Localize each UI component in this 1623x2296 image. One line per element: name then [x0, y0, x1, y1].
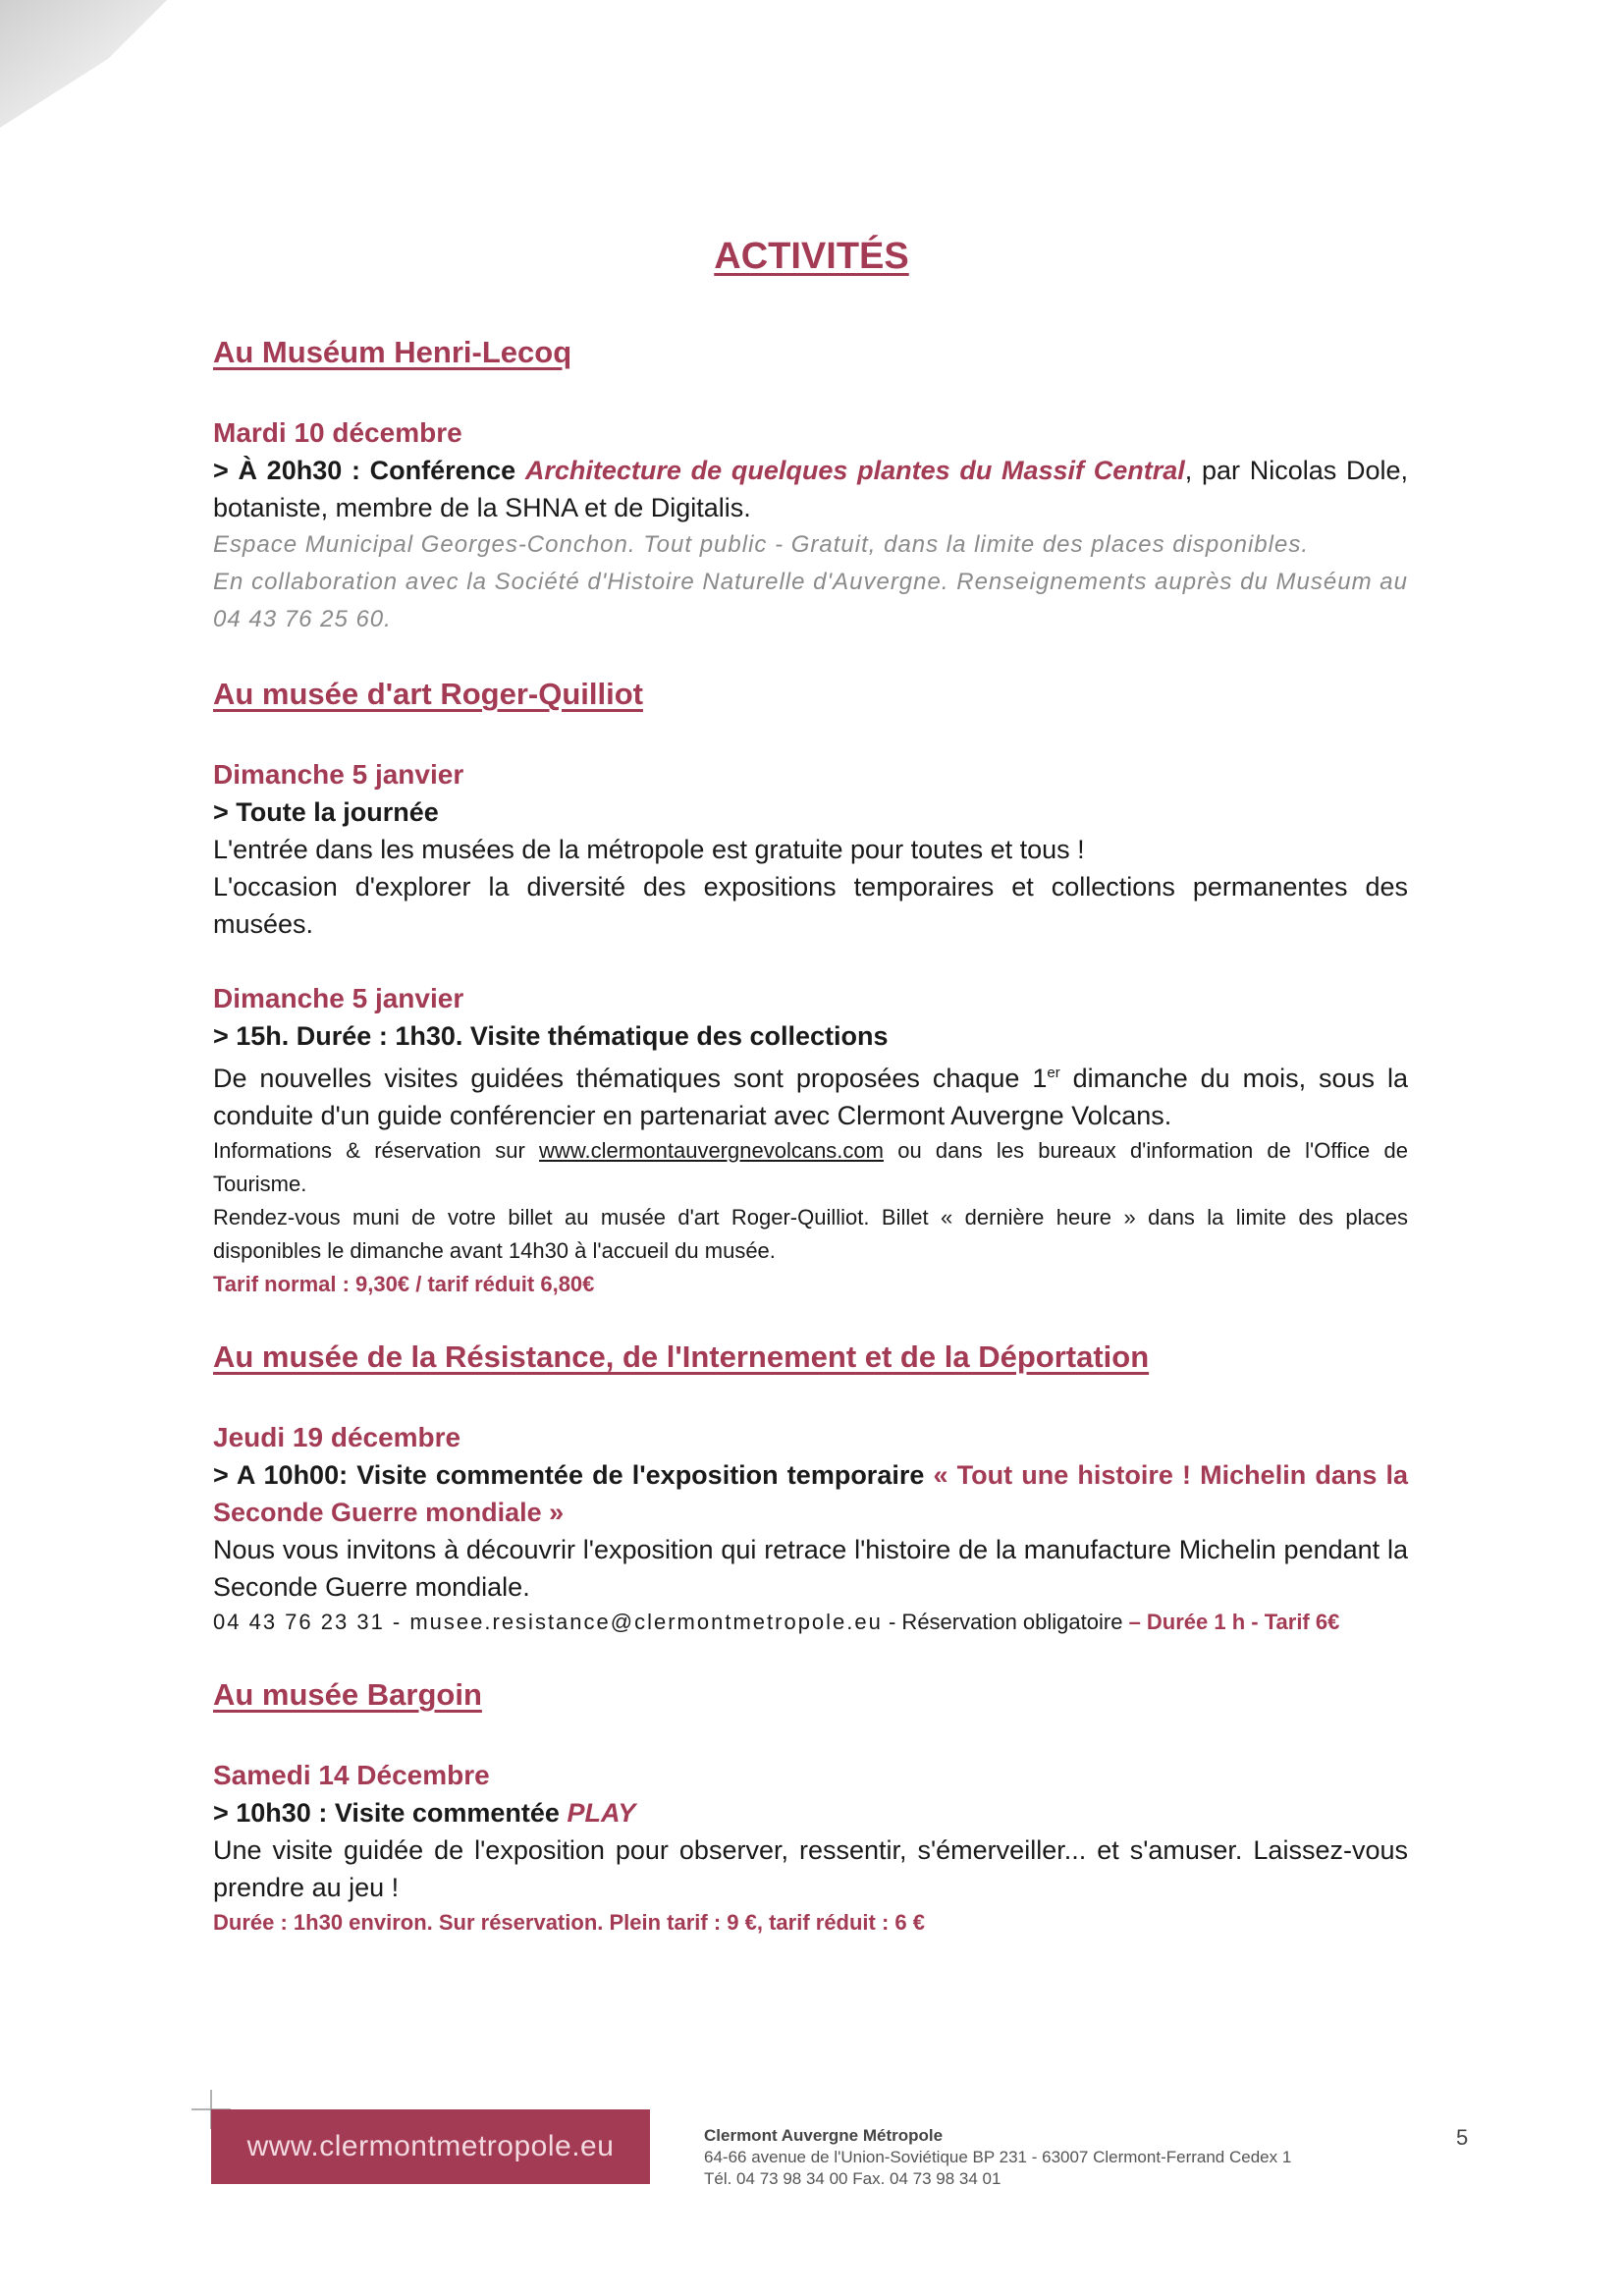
event-heading: > Toute la journée — [213, 797, 439, 827]
event-body: De nouvelles visites guidées thématiques sont proposées chaque 1er dimanche du mois, sous la conduite d'un guide conférencier en partenariat avec Clermont Auvergne Volcans. — [213, 1064, 1408, 1130]
footer-phone: Tél. 04 73 98 34 00 Fax. 04 73 98 34 01 — [704, 2169, 1001, 2188]
footer-street: 64-66 avenue de l'Union-Soviétique BP 231 - 63007 Clermont-Ferrand Cedex 1 — [704, 2148, 1292, 2166]
event-body: Une visite guidée de l'exposition pour observer, ressentir, s'émerveiller... et s'amuser. Laissez-vous prendre au jeu ! — [213, 1835, 1408, 1902]
event-title: « Tout une histoire ! Michelin dans la Seconde Guerre mondiale » — [213, 1460, 1408, 1527]
event — [213, 1419, 1408, 1639]
event-date: Dimanche 5 janvier — [213, 759, 464, 790]
footer — [0, 2082, 1623, 2229]
event-heading: > 15h. Durée : 1h30. Visite thématique des collections — [213, 1021, 889, 1051]
event-tarif: Durée : 1h30 environ. Sur réservation. Plein tarif : 9 €, tarif réduit : 6 € — [213, 1910, 926, 1935]
footer-address — [704, 2125, 1291, 2190]
activities-content — [213, 334, 1408, 1977]
event-contact: 04 43 76 23 31 - musee.resistance@clermontmetropole.eu - Réservation obligatoire – Durée 1 h - Tarif 6€ — [213, 1610, 1340, 1634]
event-heading: > 10h30 : Visite commentée PLAY — [213, 1798, 636, 1828]
section-musee-bargoin — [213, 1676, 1408, 1940]
event-title: Architecture de quelques plantes du Massif Central — [524, 456, 1185, 485]
event — [213, 756, 1408, 943]
event-note: En collaboration avec la Société d'Histoire Naturelle d'Auvergne. Renseignements auprès du Muséum au 04 43 76 25 60. — [213, 569, 1408, 632]
event-heading: > À 20h30 : Conférence Architecture de quelques plantes du Massif Central, par Nicolas Dole, botaniste, membre de la SHNA et de Digitalis. — [213, 456, 1408, 522]
event-date: Mardi 10 décembre — [213, 417, 462, 448]
event-title: PLAY — [567, 1798, 636, 1828]
event — [213, 980, 1408, 1301]
section-title: Au Muséum Henri-Lecoq — [213, 335, 572, 369]
event-date: Samedi 14 Décembre — [213, 1760, 490, 1790]
event — [213, 1757, 1408, 1940]
section-musee-roger-quilliot — [213, 676, 1408, 1301]
scan-corner-shadow — [0, 0, 167, 157]
website-banner[interactable]: www.clermontmetropole.eu — [211, 2109, 650, 2184]
section-musee-resistance — [213, 1339, 1408, 1639]
section-title: Au musée de la Résistance, de l'Internement et de la Déportation — [213, 1339, 1150, 1374]
event-tarif: Tarif normal : 9,30€ / tarif réduit 6,80€ — [213, 1272, 595, 1296]
footer-org: Clermont Auvergne Métropole — [704, 2126, 944, 2145]
event-heading: > A 10h00: Visite commentée de l'exposition temporaire « Tout une histoire ! Michelin dans la Seconde Guerre mondiale » — [213, 1460, 1408, 1527]
section-title: Au musée Bargoin — [213, 1677, 482, 1712]
section-museum-henri-lecoq — [213, 334, 1408, 638]
event-info: Informations & réservation sur www.clermontauvergnevolcans.com ou dans les bureaux d'information de l'Office de Tourisme. — [213, 1138, 1408, 1196]
website-link[interactable]: www.clermontauvergnevolcans.com — [539, 1138, 884, 1163]
event-body: Nous vous invitons à découvrir l'exposition qui retrace l'histoire de la manufacture Michelin pendant la Seconde Guerre mondiale. — [213, 1535, 1408, 1602]
event-date: Dimanche 5 janvier — [213, 983, 464, 1013]
event-rendezvous: Rendez-vous muni de votre billet au musée d'art Roger-Quilliot. Billet « dernière heure » dans la limite des places disponibles le dimanche avant 14h30 à l'accueil du musée. — [213, 1205, 1408, 1263]
page-number: 5 — [1456, 2125, 1469, 2150]
section-title: Au musée d'art Roger-Quilliot — [213, 677, 643, 711]
event-note: Espace Municipal Georges-Conchon. Tout public - Gratuit, dans la limite des places disponibles. — [213, 531, 1309, 558]
event-body: L'occasion d'explorer la diversité des expositions temporaires et collections permanentes des musées. — [213, 872, 1408, 939]
page-title: ACTIVITÉS — [714, 236, 909, 277]
event-date: Jeudi 19 décembre — [213, 1422, 461, 1452]
event-body: L'entrée dans les musées de la métropole est gratuite pour toutes et tous ! — [213, 835, 1085, 864]
event — [213, 414, 1408, 638]
